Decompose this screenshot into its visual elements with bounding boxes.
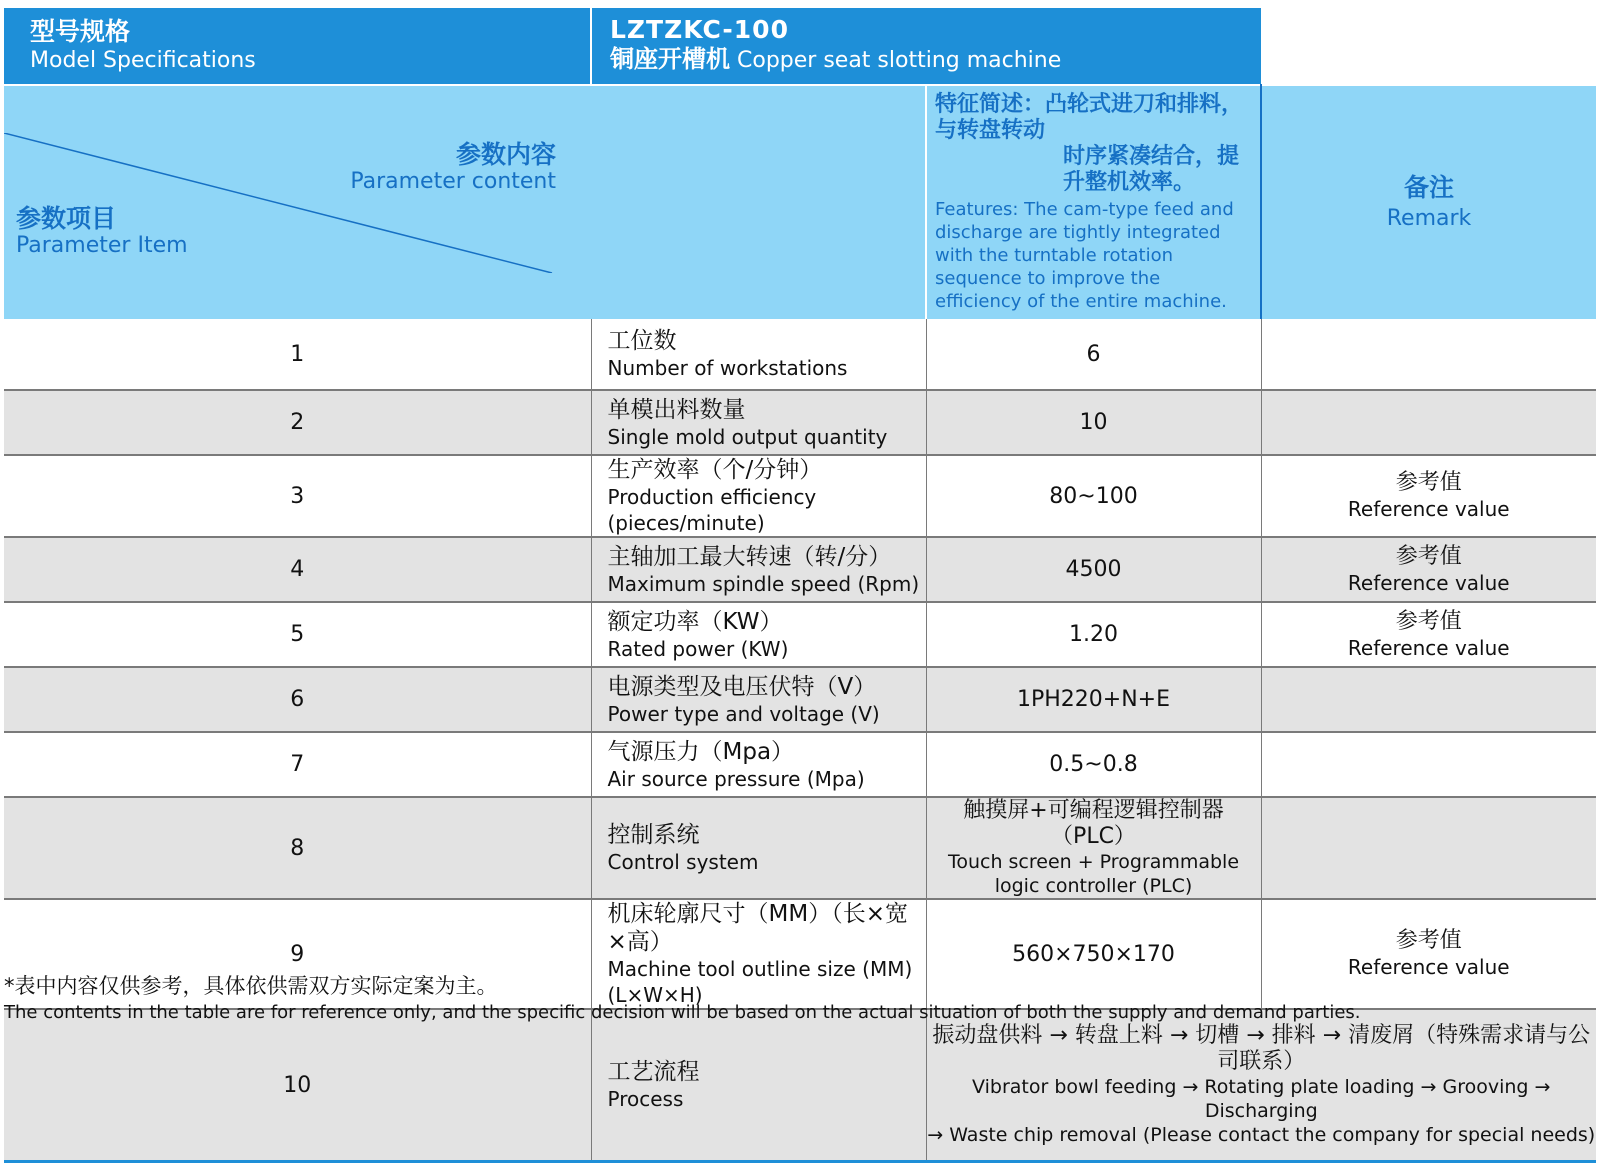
row-number: 1 xyxy=(4,319,591,390)
row-number: 5 xyxy=(4,602,591,667)
features-zh-line-1: 特征简述：凸轮式进刀和排料，与转盘转动 xyxy=(935,92,1244,143)
parameter-name-en: Process xyxy=(607,1087,684,1111)
model-spec-label-zh: 型号规格 xyxy=(30,17,131,46)
row-number: 4 xyxy=(4,537,591,602)
remark-zh: 参考值 xyxy=(1395,543,1462,569)
parameter-content-en: Parameter content xyxy=(350,168,556,194)
table-row xyxy=(4,455,1596,537)
remark-en: Reference value xyxy=(1347,570,1510,595)
row-number: 3 xyxy=(4,455,591,537)
parameter-value-zh: 触摸屏+可编程逻辑控制器（PLC） xyxy=(963,798,1224,849)
parameter-value-en: Touch screen + Programmable logic controller (PLC) xyxy=(947,851,1240,897)
parameter-name xyxy=(591,602,926,667)
parameter-remark xyxy=(1261,732,1596,797)
parameter-value: 80~100 xyxy=(926,455,1261,537)
parameter-name-zh: 单模出料数量 xyxy=(607,396,746,423)
machine-name xyxy=(610,44,1261,76)
parameter-name-en: Machine tool outline size (MM) (L×W×H) xyxy=(607,957,913,1007)
parameter-value: 10 xyxy=(926,390,1261,455)
table-row xyxy=(4,732,1596,797)
process-flow-en-line-1: Vibrator bowl feeding → Rotating plate loading → Grooving → Discharging xyxy=(972,1076,1551,1122)
parameter-remark xyxy=(1261,537,1596,602)
parameter-value: 560×750×170 xyxy=(926,899,1261,1009)
parameter-name xyxy=(591,667,926,732)
parameter-remark xyxy=(1261,797,1596,899)
table-row xyxy=(4,537,1596,602)
parameter-name-zh: 生产效率（个/分钟） xyxy=(607,457,823,483)
parameter-remark xyxy=(1261,602,1596,667)
parameter-content-label xyxy=(350,141,556,195)
parameter-value: 0.5~0.8 xyxy=(926,732,1261,797)
parameter-name-zh: 电源类型及电压伏特（V） xyxy=(607,673,877,700)
table-row xyxy=(4,602,1596,667)
remark-zh: 参考值 xyxy=(1395,470,1462,495)
row-number: 7 xyxy=(4,732,591,797)
remark-header xyxy=(1261,85,1596,319)
machine-name-en: Copper seat slotting machine xyxy=(737,48,1062,73)
machine-name-zh: 铜座开槽机 xyxy=(610,45,730,73)
parameter-name xyxy=(591,1009,926,1162)
parameter-remark xyxy=(1261,319,1596,390)
parameter-item-zh: 参数项目 xyxy=(16,203,117,233)
features-en: Features: The cam-type feed and discharge are tightly integrated with the turntable rotation sequence to improve the efficiency of the entire machine. xyxy=(935,199,1234,312)
parameter-name-zh: 工艺流程 xyxy=(607,1059,700,1085)
parameter-name xyxy=(591,455,926,537)
parameter-name-zh: 额定功率（KW） xyxy=(607,608,783,635)
remark-en: Reference value xyxy=(1347,955,1510,979)
process-row xyxy=(4,1009,1596,1162)
parameter-value: 6 xyxy=(926,319,1261,390)
machine-title xyxy=(591,8,1261,85)
row-number: 9 xyxy=(4,899,591,1009)
remark-header-en: Remark xyxy=(1386,205,1472,231)
model-code: LZTZKC-100 xyxy=(610,15,789,44)
parameter-value: 4500 xyxy=(926,537,1261,602)
parameter-name-en: Production efficiency (pieces/minute) xyxy=(607,485,817,535)
row-number: 8 xyxy=(4,797,591,899)
parameter-name-en: Control system xyxy=(607,850,759,874)
row-number: 10 xyxy=(4,1009,591,1162)
parameter-name-en: Rated power (KW) xyxy=(607,636,789,661)
parameter-value: 1.20 xyxy=(926,602,1261,667)
parameter-item-en: Parameter Item xyxy=(16,232,188,258)
table-row xyxy=(4,797,1596,899)
footnote-en: The contents in the table are for reference only, and the specific decision will be based on the actual situation of both the supply and demand parties. xyxy=(4,1002,1361,1023)
parameter-value xyxy=(926,797,1261,899)
features-zh-line-2: 时序紧凑结合，提升整机效率。 xyxy=(1063,144,1240,195)
footnote-zh: *表中内容仅供参考，具体依供需双方实际定案为主。 xyxy=(4,974,498,998)
parameter-name xyxy=(591,732,926,797)
process-flow-zh: 振动盘供料 → 转盘上料 → 切槽 → 排料 → 清废屑（特殊需求请与公司联系） xyxy=(932,1023,1591,1074)
parameter-name-zh: 机床轮廓尺寸（MM）（长×宽×高） xyxy=(607,901,908,955)
footnote xyxy=(4,972,1596,1026)
parameter-remark xyxy=(1261,455,1596,537)
parameter-name-en: Number of workstations xyxy=(607,356,848,380)
title-row xyxy=(4,8,1596,85)
parameter-name-en: Maximum spindle speed (Rpm) xyxy=(607,571,920,596)
column-header-row xyxy=(4,85,1596,319)
parameter-name-zh: 控制系统 xyxy=(607,822,700,848)
table-row xyxy=(4,667,1596,732)
parameter-name-zh: 气源压力（Mpa） xyxy=(607,738,795,765)
parameter-item-label xyxy=(16,205,188,259)
parameter-name xyxy=(591,319,926,390)
table-row xyxy=(4,390,1596,455)
model-spec-header xyxy=(4,8,591,85)
parameter-name xyxy=(591,797,926,899)
remark-zh: 参考值 xyxy=(1395,928,1462,953)
parameter-content-zh: 参数内容 xyxy=(455,139,556,169)
parameter-name-en: Air source pressure (Mpa) xyxy=(607,766,865,791)
remark-zh: 参考值 xyxy=(1395,608,1462,634)
features-header xyxy=(926,85,1261,319)
model-spec-label-en: Model Specifications xyxy=(30,48,256,73)
parameter-remark xyxy=(1261,390,1596,455)
table-row xyxy=(4,319,1596,390)
remark-header-zh: 备注 xyxy=(1403,172,1454,202)
parameter-remark xyxy=(1261,667,1596,732)
row-number: 2 xyxy=(4,390,591,455)
parameter-name-en: Power type and voltage (V) xyxy=(607,701,880,726)
parameter-name-zh: 主轴加工最大转速（转/分） xyxy=(607,543,892,570)
process-flow-en-line-2: → Waste chip removal (Please contact the company for special needs) xyxy=(927,1124,1596,1146)
parameter-name-en: Single mold output quantity xyxy=(607,424,888,449)
parameter-value: 1PH220+N+E xyxy=(926,667,1261,732)
remark-en: Reference value xyxy=(1347,635,1510,660)
parameter-name xyxy=(591,537,926,602)
parameter-name-zh: 工位数 xyxy=(607,328,677,354)
row-number: 6 xyxy=(4,667,591,732)
diagonal-header-cell xyxy=(4,85,926,319)
features-zh xyxy=(935,92,1252,196)
parameter-name xyxy=(591,390,926,455)
remark-en: Reference value xyxy=(1347,497,1510,521)
process-flow xyxy=(926,1009,1596,1162)
